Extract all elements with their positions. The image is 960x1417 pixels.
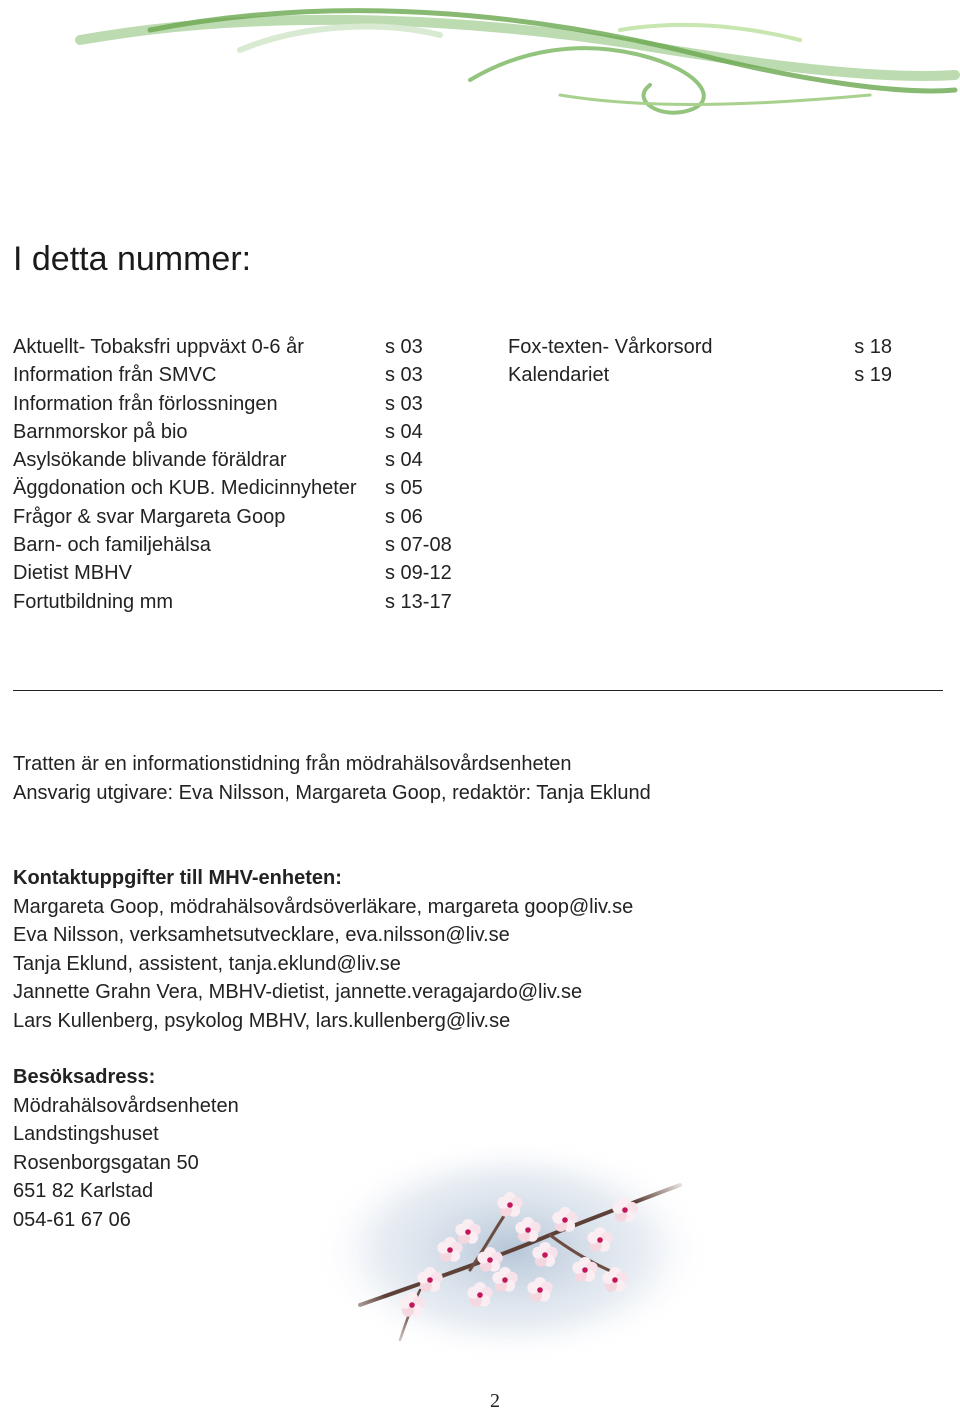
address-section (13, 1063, 239, 1234)
publication-info (13, 750, 651, 807)
toc-item-label: Frågor & svar Margareta Goop (13, 505, 286, 528)
address-heading: Besöksadress: (13, 1066, 156, 1088)
contact-line: Lars Kullenberg, psykolog MBHV, lars.kullenberg@liv.se (13, 1009, 511, 1032)
toc-item-label: Äggdonation och KUB. Medicinnyheter (13, 477, 357, 500)
toc-item-label: Information från SMVC (13, 364, 217, 387)
toc-item-page: s 04 (385, 449, 423, 472)
toc-item-page: s 05 (385, 477, 423, 500)
toc-item-label: Dietist MBHV (13, 562, 132, 585)
address-line: Rosenborgsgatan 50 (13, 1151, 199, 1174)
toc-item-page: s 07-08 (385, 534, 452, 557)
page-title: I detta nummer: (13, 240, 252, 278)
contact-heading: Kontaktuppgifter till MHV-enheten: (13, 867, 342, 889)
toc-item-label: Aktuellt- Tobaksfri uppväxt 0-6 år (13, 336, 304, 358)
table-of-contents-left (13, 333, 473, 616)
cherry-blossom-image (300, 1130, 725, 1370)
toc-item-label: Fortutbildning mm (13, 590, 174, 613)
toc-item-page: s 09-12 (385, 562, 452, 585)
green-swirl-decoration (0, 0, 960, 130)
contact-line: Eva Nilsson, verksamhetsutvecklare, eva.nilsson@liv.se (13, 924, 510, 946)
toc-item-page: s 06 (385, 505, 423, 528)
toc-item-label: Fox-texten- Vårkorsord (508, 336, 713, 358)
contact-line: Jannette Grahn Vera, MBHV-dietist, jannette.veragajardo@liv.se (13, 981, 583, 1003)
toc-item (13, 390, 473, 418)
toc-item (13, 503, 473, 531)
toc-item (13, 559, 473, 587)
publication-description: Tratten är en informationstidning från mödrahälsovårdsenheten (13, 753, 572, 775)
toc-item-label: Barnmorskor på bio (13, 420, 188, 443)
toc-item (13, 588, 473, 616)
contact-section (13, 864, 633, 1035)
section-divider (13, 690, 943, 691)
toc-item (13, 361, 473, 389)
address-line: Landstingshuset (13, 1123, 159, 1145)
toc-item (508, 361, 898, 389)
toc-item-label: Barn- och familjehälsa (13, 534, 211, 557)
publisher-line: Ansvarig utgivare: Eva Nilsson, Margareta Goop, redaktör: Tanja Eklund (13, 781, 651, 804)
toc-item (13, 446, 473, 474)
address-line: 651 82 Karlstad (13, 1180, 154, 1202)
toc-item-page: s 04 (385, 420, 423, 443)
toc-item-label: Asylsökande blivande föräldrar (13, 449, 287, 472)
toc-item-page: s 03 (385, 364, 423, 387)
toc-item (508, 333, 898, 361)
contact-line: Tanja Eklund, assistent, tanja.eklund@liv.se (13, 952, 401, 975)
contact-line: Margareta Goop, mödrahälsovårdsöverläkare, margareta goop@liv.se (13, 895, 634, 918)
toc-item-page: s 03 (385, 336, 423, 358)
toc-item-page: s 13-17 (385, 590, 452, 613)
toc-item-page: s 18 (854, 336, 892, 358)
page-number: 2 (490, 1390, 500, 1412)
address-line: 054-61 67 06 (13, 1208, 131, 1231)
toc-item-page: s 19 (854, 364, 892, 387)
toc-item (13, 474, 473, 502)
toc-item (13, 333, 473, 361)
toc-item-label: Kalendariet (508, 364, 610, 387)
address-line: Mödrahälsovårdsenheten (13, 1094, 239, 1117)
toc-item-label: Information från förlossningen (13, 392, 278, 415)
toc-item (13, 418, 473, 446)
table-of-contents-right (508, 333, 898, 390)
toc-item-page: s 03 (385, 392, 423, 415)
toc-item (13, 531, 473, 559)
